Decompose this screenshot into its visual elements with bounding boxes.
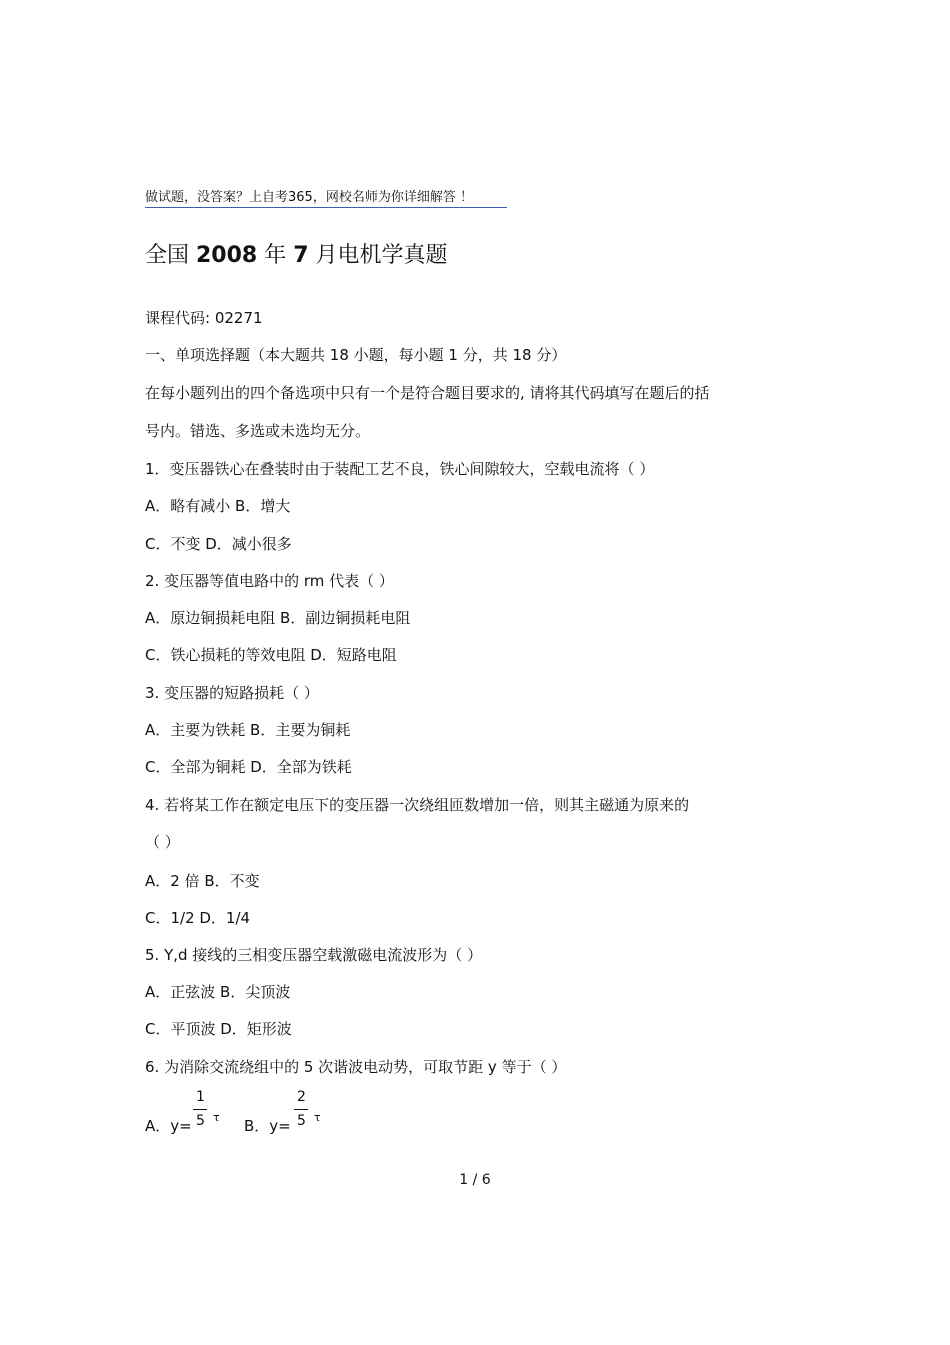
fraction-a-denominator: 5: [196, 1113, 205, 1129]
question-options: A．原边铜损耗电阻 B．副边铜损耗电阻: [145, 609, 411, 627]
question-options: C．不变 D．减小很多: [145, 535, 292, 553]
title-month: 7: [293, 243, 309, 268]
page-title: [145, 238, 448, 269]
ad-banner-link[interactable]: 做试题，没答案？上自考365，网校名师为你详细解答 ！: [145, 186, 507, 208]
question-stem: 4. 若将某工作在额定电压下的变压器一次绕组匝数增加一倍，则其主磁通为原来的: [145, 796, 690, 814]
question-options: C．1/2 D．1/4: [145, 909, 251, 927]
fraction-b-denominator: 5: [297, 1113, 306, 1129]
question-options: A．主要为铁耗 B．主要为铜耗: [145, 721, 351, 739]
tau-symbol: τ: [314, 1111, 321, 1124]
page-number: 1 / 6: [459, 1172, 491, 1188]
instructions-line-2: 号内。错选、多选或未选均无分。: [145, 422, 371, 440]
question-options: A．正弦波 B．尖顶波: [145, 983, 291, 1001]
fraction-a-bar: [193, 1109, 207, 1110]
question-stem: 3. 变压器的短路损耗（ ）: [145, 684, 319, 702]
question-stem-continued: （ ）: [145, 833, 180, 851]
question-stem: 2. 变压器等值电路中的 rm 代表（ ）: [145, 572, 394, 590]
question-options: C．全部为铜耗 D．全部为铁耗: [145, 758, 352, 776]
question-options: A．略有减小 B．增大: [145, 497, 291, 515]
question-options: C．铁心损耗的等效电阻 D．短路电阻: [145, 646, 397, 664]
question-options: C．平顶波 D．矩形波: [145, 1020, 292, 1038]
title-year: 2008: [196, 243, 258, 268]
fraction-a-numerator: 1: [196, 1089, 205, 1105]
option-b-label: B．y=: [244, 1117, 291, 1135]
title-part-1: 全国: [145, 243, 196, 268]
fraction-b-numerator: 2: [297, 1089, 306, 1105]
title-part-2: 年: [257, 243, 294, 268]
course-code: 课程代码: 02271: [145, 309, 263, 327]
option-a-label: A．y=: [145, 1117, 192, 1135]
section-heading: 一、单项选择题（本大题共 18 小题，每小题 1 分，共 18 分）: [145, 346, 567, 364]
tau-symbol: τ: [213, 1111, 220, 1124]
instructions-line-1: 在每小题列出的四个备选项中只有一个是符合题目要求的, 请将其代码填写在题后的括: [145, 384, 710, 402]
title-part-3: 月电机学真题: [308, 243, 448, 268]
question-stem: 5. Y,d 接线的三相变压器空载激磁电流波形为（ ）: [145, 946, 483, 964]
question-stem: 1．变压器铁心在叠装时由于装配工艺不良，铁心间隙较大，空载电流将（ ）: [145, 460, 655, 478]
question-stem: 6. 为消除交流绕组中的 5 次谐波电动势，可取节距 y 等于（ ）: [145, 1058, 567, 1076]
fraction-b-bar: [294, 1109, 308, 1110]
question-options: A．2 倍 B．不变: [145, 872, 260, 890]
